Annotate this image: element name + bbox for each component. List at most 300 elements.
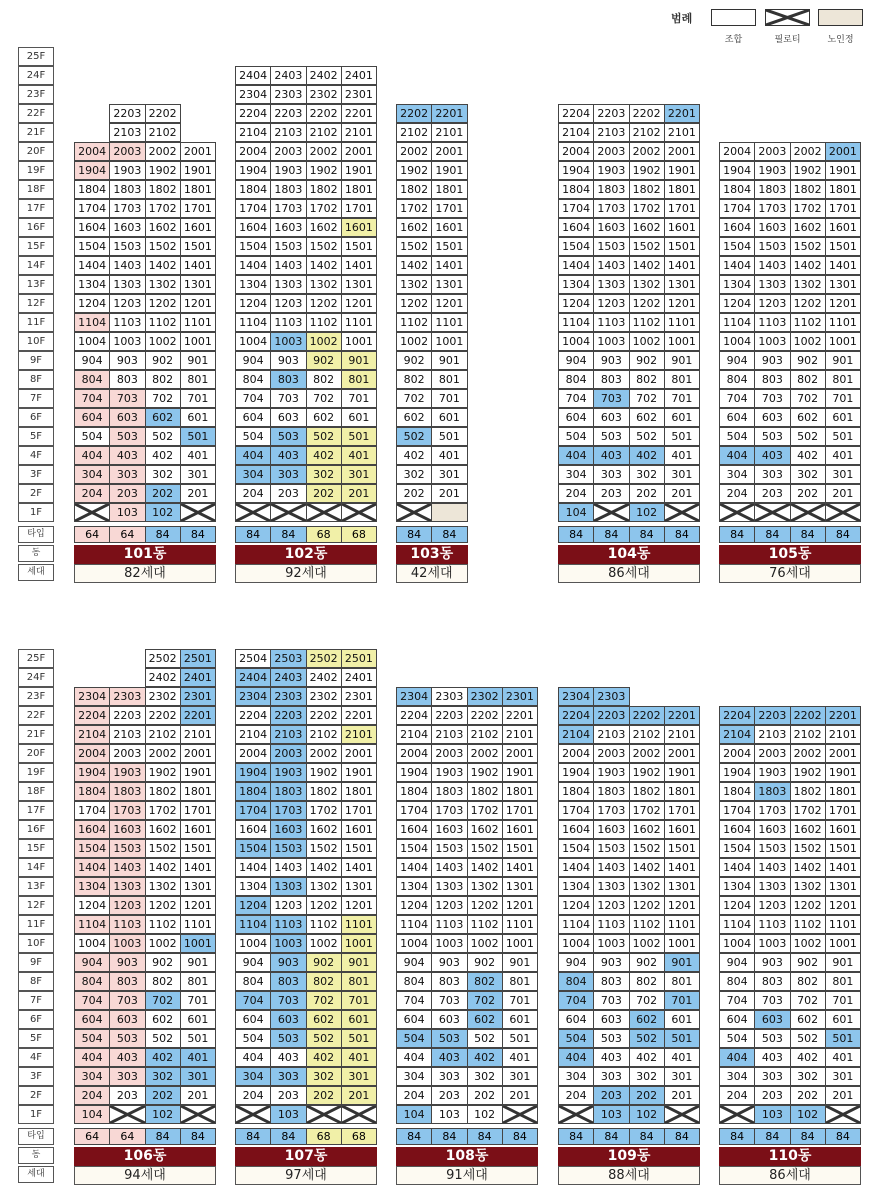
unit-cell[interactable]: 1404 bbox=[74, 858, 110, 877]
unit-cell[interactable]: 502 bbox=[629, 1029, 665, 1048]
unit-cell[interactable]: 703 bbox=[270, 991, 306, 1010]
unit-cell[interactable]: 1601 bbox=[664, 218, 700, 237]
unit-cell[interactable]: 1604 bbox=[558, 218, 594, 237]
unit-cell[interactable]: 1504 bbox=[235, 237, 271, 256]
unit-cell[interactable]: 504 bbox=[719, 427, 755, 446]
unit-cell[interactable]: 2002 bbox=[145, 744, 181, 763]
unit-cell[interactable]: 602 bbox=[790, 1010, 826, 1029]
unit-cell[interactable]: 1804 bbox=[719, 782, 755, 801]
unit-cell[interactable]: 2404 bbox=[235, 66, 271, 85]
unit-cell[interactable]: 703 bbox=[431, 991, 467, 1010]
unit-cell[interactable]: 1004 bbox=[558, 934, 594, 953]
unit-cell[interactable]: 2204 bbox=[235, 104, 271, 123]
unit-cell[interactable]: 1801 bbox=[664, 782, 700, 801]
unit-cell[interactable]: 1702 bbox=[467, 801, 503, 820]
unit-cell[interactable]: 903 bbox=[431, 953, 467, 972]
unit-cell[interactable]: 1604 bbox=[74, 820, 110, 839]
unit-cell[interactable]: 2004 bbox=[558, 142, 594, 161]
unit-cell[interactable]: 204 bbox=[558, 1086, 594, 1105]
unit-cell[interactable]: 1704 bbox=[396, 801, 432, 820]
unit-cell[interactable]: 704 bbox=[558, 389, 594, 408]
unit-cell[interactable]: 1604 bbox=[719, 820, 755, 839]
unit-cell[interactable]: 1903 bbox=[270, 161, 306, 180]
unit-cell[interactable]: 1103 bbox=[270, 915, 306, 934]
unit-cell[interactable]: 304 bbox=[74, 465, 110, 484]
unit-cell[interactable]: 504 bbox=[235, 427, 271, 446]
unit-cell[interactable]: 603 bbox=[754, 1010, 790, 1029]
unit-cell[interactable]: 304 bbox=[235, 1067, 271, 1086]
unit-cell[interactable]: 2002 bbox=[306, 744, 342, 763]
unit-cell[interactable]: 1803 bbox=[431, 782, 467, 801]
unit-cell[interactable]: 2102 bbox=[790, 725, 826, 744]
unit-cell[interactable]: 402 bbox=[790, 446, 826, 465]
unit-cell[interactable]: 1602 bbox=[306, 820, 342, 839]
unit-cell[interactable]: 1003 bbox=[754, 332, 790, 351]
unit-cell[interactable]: 1804 bbox=[719, 180, 755, 199]
piloti-cell[interactable] bbox=[341, 503, 377, 522]
unit-cell[interactable]: 2104 bbox=[396, 725, 432, 744]
unit-cell[interactable]: 1001 bbox=[341, 332, 377, 351]
unit-cell[interactable]: 901 bbox=[341, 953, 377, 972]
piloti-cell[interactable] bbox=[593, 503, 629, 522]
unit-cell[interactable]: 2204 bbox=[396, 706, 432, 725]
unit-cell[interactable]: 102 bbox=[145, 1105, 181, 1124]
unit-cell[interactable]: 201 bbox=[180, 484, 216, 503]
unit-cell[interactable]: 1801 bbox=[502, 782, 538, 801]
unit-cell[interactable]: 802 bbox=[629, 370, 665, 389]
unit-cell[interactable]: 503 bbox=[270, 427, 306, 446]
unit-cell[interactable]: 1903 bbox=[593, 763, 629, 782]
unit-cell[interactable]: 1502 bbox=[790, 237, 826, 256]
unit-cell[interactable]: 2002 bbox=[790, 142, 826, 161]
unit-cell[interactable]: 2103 bbox=[754, 725, 790, 744]
unit-cell[interactable]: 1401 bbox=[825, 858, 861, 877]
unit-cell[interactable]: 1602 bbox=[629, 218, 665, 237]
unit-cell[interactable]: 2202 bbox=[629, 706, 665, 725]
unit-cell[interactable]: 201 bbox=[431, 484, 467, 503]
unit-cell[interactable]: 903 bbox=[754, 953, 790, 972]
unit-cell[interactable]: 1303 bbox=[109, 275, 145, 294]
unit-cell[interactable]: 1703 bbox=[270, 199, 306, 218]
unit-cell[interactable]: 403 bbox=[270, 1048, 306, 1067]
unit-cell[interactable]: 1803 bbox=[593, 782, 629, 801]
unit-cell[interactable]: 603 bbox=[754, 408, 790, 427]
unit-cell[interactable]: 1303 bbox=[270, 877, 306, 896]
unit-cell[interactable]: 1504 bbox=[74, 839, 110, 858]
piloti-cell[interactable] bbox=[754, 503, 790, 522]
unit-cell[interactable]: 1904 bbox=[235, 763, 271, 782]
unit-cell[interactable]: 1102 bbox=[467, 915, 503, 934]
unit-cell[interactable]: 1704 bbox=[74, 199, 110, 218]
unit-cell[interactable]: 303 bbox=[109, 465, 145, 484]
unit-cell[interactable]: 1602 bbox=[145, 218, 181, 237]
unit-cell[interactable]: 1703 bbox=[109, 801, 145, 820]
unit-cell[interactable]: 1702 bbox=[306, 199, 342, 218]
unit-cell[interactable]: 1201 bbox=[502, 896, 538, 915]
unit-cell[interactable]: 203 bbox=[754, 1086, 790, 1105]
unit-cell[interactable]: 1404 bbox=[558, 858, 594, 877]
unit-cell[interactable]: 201 bbox=[664, 1086, 700, 1105]
unit-cell[interactable]: 1002 bbox=[790, 934, 826, 953]
unit-cell[interactable]: 404 bbox=[558, 446, 594, 465]
piloti-cell[interactable] bbox=[235, 503, 271, 522]
unit-cell[interactable]: 2103 bbox=[109, 725, 145, 744]
unit-cell[interactable]: 401 bbox=[180, 446, 216, 465]
unit-cell[interactable]: 1504 bbox=[558, 839, 594, 858]
unit-cell[interactable]: 904 bbox=[558, 351, 594, 370]
unit-cell[interactable]: 602 bbox=[467, 1010, 503, 1029]
unit-cell[interactable]: 2503 bbox=[270, 649, 306, 668]
unit-cell[interactable]: 701 bbox=[825, 991, 861, 1010]
unit-cell[interactable]: 401 bbox=[664, 1048, 700, 1067]
unit-cell[interactable]: 601 bbox=[180, 1010, 216, 1029]
unit-cell[interactable]: 1302 bbox=[306, 877, 342, 896]
unit-cell[interactable]: 2401 bbox=[180, 668, 216, 687]
unit-cell[interactable]: 403 bbox=[593, 1048, 629, 1067]
unit-cell[interactable]: 703 bbox=[593, 389, 629, 408]
unit-cell[interactable]: 1902 bbox=[145, 763, 181, 782]
unit-cell[interactable]: 604 bbox=[74, 1010, 110, 1029]
unit-cell[interactable]: 2001 bbox=[664, 142, 700, 161]
unit-cell[interactable]: 1303 bbox=[431, 877, 467, 896]
unit-cell[interactable]: 901 bbox=[341, 351, 377, 370]
unit-cell[interactable]: 201 bbox=[341, 484, 377, 503]
unit-cell[interactable]: 1202 bbox=[790, 896, 826, 915]
unit-cell[interactable]: 2004 bbox=[396, 744, 432, 763]
unit-cell[interactable]: 2502 bbox=[306, 649, 342, 668]
unit-cell[interactable]: 302 bbox=[145, 465, 181, 484]
unit-cell[interactable]: 1403 bbox=[431, 858, 467, 877]
unit-cell[interactable]: 2201 bbox=[825, 706, 861, 725]
unit-cell[interactable]: 1302 bbox=[629, 877, 665, 896]
unit-cell[interactable]: 204 bbox=[235, 484, 271, 503]
unit-cell[interactable]: 1302 bbox=[306, 275, 342, 294]
unit-cell[interactable]: 202 bbox=[467, 1086, 503, 1105]
unit-cell[interactable]: 2001 bbox=[431, 142, 467, 161]
unit-cell[interactable]: 2003 bbox=[109, 744, 145, 763]
unit-cell[interactable]: 803 bbox=[754, 972, 790, 991]
unit-cell[interactable]: 1904 bbox=[558, 161, 594, 180]
unit-cell[interactable]: 203 bbox=[593, 484, 629, 503]
piloti-cell[interactable] bbox=[180, 503, 216, 522]
unit-cell[interactable]: 202 bbox=[145, 1086, 181, 1105]
unit-cell[interactable]: 602 bbox=[629, 1010, 665, 1029]
unit-cell[interactable]: 1702 bbox=[306, 801, 342, 820]
unit-cell[interactable]: 401 bbox=[502, 1048, 538, 1067]
unit-cell[interactable]: 702 bbox=[306, 991, 342, 1010]
unit-cell[interactable]: 1501 bbox=[664, 839, 700, 858]
unit-cell[interactable]: 702 bbox=[790, 991, 826, 1010]
unit-cell[interactable]: 601 bbox=[664, 408, 700, 427]
unit-cell[interactable]: 803 bbox=[109, 370, 145, 389]
unit-cell[interactable]: 103 bbox=[270, 1105, 306, 1124]
unit-cell[interactable]: 302 bbox=[145, 1067, 181, 1086]
unit-cell[interactable]: 1803 bbox=[270, 180, 306, 199]
unit-cell[interactable]: 501 bbox=[180, 427, 216, 446]
unit-cell[interactable]: 1601 bbox=[341, 218, 377, 237]
unit-cell[interactable]: 703 bbox=[754, 991, 790, 1010]
unit-cell[interactable]: 1403 bbox=[270, 256, 306, 275]
unit-cell[interactable]: 1203 bbox=[431, 896, 467, 915]
unit-cell[interactable]: 903 bbox=[754, 351, 790, 370]
unit-cell[interactable]: 1604 bbox=[235, 820, 271, 839]
unit-cell[interactable]: 1201 bbox=[431, 294, 467, 313]
unit-cell[interactable]: 2501 bbox=[341, 649, 377, 668]
unit-cell[interactable]: 2201 bbox=[180, 706, 216, 725]
unit-cell[interactable]: 404 bbox=[74, 446, 110, 465]
unit-cell[interactable]: 103 bbox=[431, 1105, 467, 1124]
unit-cell[interactable]: 2302 bbox=[306, 85, 342, 104]
unit-cell[interactable]: 1603 bbox=[431, 820, 467, 839]
unit-cell[interactable]: 2101 bbox=[431, 123, 467, 142]
unit-cell[interactable]: 802 bbox=[629, 972, 665, 991]
unit-cell[interactable]: 1603 bbox=[109, 820, 145, 839]
unit-cell[interactable]: 2003 bbox=[593, 142, 629, 161]
unit-cell[interactable]: 901 bbox=[664, 953, 700, 972]
unit-cell[interactable]: 1003 bbox=[593, 934, 629, 953]
unit-cell[interactable]: 1804 bbox=[235, 782, 271, 801]
unit-cell[interactable]: 1204 bbox=[235, 896, 271, 915]
unit-cell[interactable]: 1904 bbox=[719, 763, 755, 782]
unit-cell[interactable]: 1302 bbox=[790, 877, 826, 896]
unit-cell[interactable]: 1401 bbox=[180, 858, 216, 877]
unit-cell[interactable]: 702 bbox=[467, 991, 503, 1010]
unit-cell[interactable]: 403 bbox=[754, 1048, 790, 1067]
unit-cell[interactable]: 2501 bbox=[180, 649, 216, 668]
unit-cell[interactable]: 1502 bbox=[629, 237, 665, 256]
unit-cell[interactable]: 702 bbox=[629, 991, 665, 1010]
unit-cell[interactable]: 1201 bbox=[341, 896, 377, 915]
unit-cell[interactable]: 1003 bbox=[109, 934, 145, 953]
unit-cell[interactable]: 403 bbox=[754, 446, 790, 465]
unit-cell[interactable]: 1502 bbox=[306, 839, 342, 858]
unit-cell[interactable]: 304 bbox=[558, 1067, 594, 1086]
unit-cell[interactable]: 404 bbox=[719, 446, 755, 465]
unit-cell[interactable]: 504 bbox=[235, 1029, 271, 1048]
unit-cell[interactable]: 2304 bbox=[396, 687, 432, 706]
unit-cell[interactable]: 1602 bbox=[629, 820, 665, 839]
unit-cell[interactable]: 203 bbox=[593, 1086, 629, 1105]
unit-cell[interactable]: 402 bbox=[145, 1048, 181, 1067]
unit-cell[interactable]: 1402 bbox=[145, 256, 181, 275]
unit-cell[interactable]: 1104 bbox=[235, 313, 271, 332]
unit-cell[interactable]: 1202 bbox=[790, 294, 826, 313]
unit-cell[interactable]: 2504 bbox=[235, 649, 271, 668]
unit-cell[interactable]: 1901 bbox=[825, 161, 861, 180]
unit-cell[interactable]: 1504 bbox=[396, 839, 432, 858]
unit-cell[interactable]: 802 bbox=[145, 972, 181, 991]
unit-cell[interactable]: 1601 bbox=[825, 218, 861, 237]
unit-cell[interactable]: 803 bbox=[593, 972, 629, 991]
unit-cell[interactable]: 1701 bbox=[341, 801, 377, 820]
unit-cell[interactable]: 1103 bbox=[593, 915, 629, 934]
unit-cell[interactable]: 2003 bbox=[754, 744, 790, 763]
unit-cell[interactable]: 1602 bbox=[145, 820, 181, 839]
unit-cell[interactable]: 1503 bbox=[754, 237, 790, 256]
unit-cell[interactable]: 1604 bbox=[719, 218, 755, 237]
unit-cell[interactable]: 402 bbox=[629, 1048, 665, 1067]
unit-cell[interactable]: 1301 bbox=[431, 275, 467, 294]
unit-cell[interactable]: 1603 bbox=[270, 218, 306, 237]
unit-cell[interactable]: 501 bbox=[664, 427, 700, 446]
unit-cell[interactable]: 103 bbox=[109, 503, 145, 522]
unit-cell[interactable]: 1502 bbox=[467, 839, 503, 858]
unit-cell[interactable]: 1402 bbox=[306, 858, 342, 877]
unit-cell[interactable]: 203 bbox=[109, 484, 145, 503]
unit-cell[interactable]: 2002 bbox=[306, 142, 342, 161]
unit-cell[interactable]: 1104 bbox=[235, 915, 271, 934]
unit-cell[interactable]: 502 bbox=[629, 427, 665, 446]
unit-cell[interactable]: 1204 bbox=[74, 896, 110, 915]
unit-cell[interactable]: 1001 bbox=[180, 934, 216, 953]
unit-cell[interactable]: 302 bbox=[306, 1067, 342, 1086]
unit-cell[interactable]: 402 bbox=[396, 446, 432, 465]
unit-cell[interactable]: 1904 bbox=[719, 161, 755, 180]
unit-cell[interactable]: 2401 bbox=[341, 668, 377, 687]
unit-cell[interactable]: 704 bbox=[719, 389, 755, 408]
unit-cell[interactable]: 1302 bbox=[145, 275, 181, 294]
unit-cell[interactable]: 801 bbox=[341, 370, 377, 389]
unit-cell[interactable]: 1604 bbox=[235, 218, 271, 237]
unit-cell[interactable]: 1403 bbox=[754, 256, 790, 275]
unit-cell[interactable]: 1904 bbox=[235, 161, 271, 180]
unit-cell[interactable]: 1702 bbox=[145, 801, 181, 820]
unit-cell[interactable]: 1903 bbox=[593, 161, 629, 180]
unit-cell[interactable]: 1102 bbox=[790, 313, 826, 332]
unit-cell[interactable]: 703 bbox=[270, 389, 306, 408]
unit-cell[interactable]: 1204 bbox=[558, 294, 594, 313]
unit-cell[interactable]: 1302 bbox=[629, 275, 665, 294]
unit-cell[interactable]: 501 bbox=[664, 1029, 700, 1048]
unit-cell[interactable]: 1602 bbox=[790, 218, 826, 237]
unit-cell[interactable]: 504 bbox=[74, 427, 110, 446]
unit-cell[interactable]: 604 bbox=[74, 408, 110, 427]
unit-cell[interactable]: 804 bbox=[719, 972, 755, 991]
unit-cell[interactable]: 503 bbox=[431, 1029, 467, 1048]
unit-cell[interactable]: 2004 bbox=[719, 142, 755, 161]
unit-cell[interactable]: 901 bbox=[431, 351, 467, 370]
unit-cell[interactable]: 801 bbox=[664, 972, 700, 991]
unit-cell[interactable]: 704 bbox=[235, 389, 271, 408]
unit-cell[interactable]: 1001 bbox=[825, 332, 861, 351]
unit-cell[interactable]: 502 bbox=[145, 1029, 181, 1048]
unit-cell[interactable]: 404 bbox=[558, 1048, 594, 1067]
unit-cell[interactable]: 1602 bbox=[790, 820, 826, 839]
unit-cell[interactable]: 703 bbox=[109, 389, 145, 408]
unit-cell[interactable]: 2204 bbox=[558, 104, 594, 123]
unit-cell[interactable]: 801 bbox=[180, 972, 216, 991]
piloti-cell[interactable] bbox=[235, 1105, 271, 1124]
unit-cell[interactable]: 301 bbox=[502, 1067, 538, 1086]
unit-cell[interactable]: 403 bbox=[593, 446, 629, 465]
unit-cell[interactable]: 1703 bbox=[593, 199, 629, 218]
unit-cell[interactable]: 2101 bbox=[664, 725, 700, 744]
unit-cell[interactable]: 301 bbox=[664, 465, 700, 484]
unit-cell[interactable]: 203 bbox=[109, 1086, 145, 1105]
unit-cell[interactable]: 903 bbox=[270, 953, 306, 972]
unit-cell[interactable]: 403 bbox=[270, 446, 306, 465]
unit-cell[interactable]: 1403 bbox=[270, 858, 306, 877]
unit-cell[interactable]: 302 bbox=[790, 465, 826, 484]
unit-cell[interactable]: 1904 bbox=[396, 763, 432, 782]
unit-cell[interactable]: 1501 bbox=[825, 237, 861, 256]
unit-cell[interactable]: 902 bbox=[467, 953, 503, 972]
unit-cell[interactable]: 602 bbox=[306, 1010, 342, 1029]
unit-cell[interactable]: 1102 bbox=[145, 915, 181, 934]
unit-cell[interactable]: 803 bbox=[109, 972, 145, 991]
unit-cell[interactable]: 1401 bbox=[502, 858, 538, 877]
unit-cell[interactable]: 2303 bbox=[270, 85, 306, 104]
unit-cell[interactable]: 804 bbox=[235, 972, 271, 991]
unit-cell[interactable]: 1804 bbox=[74, 782, 110, 801]
unit-cell[interactable]: 601 bbox=[825, 1010, 861, 1029]
unit-cell[interactable]: 1103 bbox=[754, 313, 790, 332]
unit-cell[interactable]: 1701 bbox=[664, 801, 700, 820]
unit-cell[interactable]: 1201 bbox=[825, 294, 861, 313]
unit-cell[interactable]: 2001 bbox=[341, 142, 377, 161]
unit-cell[interactable]: 1702 bbox=[629, 801, 665, 820]
unit-cell[interactable]: 1003 bbox=[431, 934, 467, 953]
unit-cell[interactable]: 303 bbox=[593, 1067, 629, 1086]
unit-cell[interactable]: 601 bbox=[180, 408, 216, 427]
unit-cell[interactable]: 2202 bbox=[306, 104, 342, 123]
unit-cell[interactable]: 604 bbox=[558, 1010, 594, 1029]
unit-cell[interactable]: 1103 bbox=[754, 915, 790, 934]
unit-cell[interactable]: 1001 bbox=[341, 934, 377, 953]
unit-cell[interactable]: 102 bbox=[467, 1105, 503, 1124]
unit-cell[interactable]: 904 bbox=[74, 351, 110, 370]
unit-cell[interactable]: 801 bbox=[431, 370, 467, 389]
unit-cell[interactable]: 604 bbox=[558, 408, 594, 427]
unit-cell[interactable]: 903 bbox=[109, 953, 145, 972]
unit-cell[interactable]: 2302 bbox=[467, 687, 503, 706]
unit-cell[interactable]: 801 bbox=[180, 370, 216, 389]
unit-cell[interactable]: 804 bbox=[74, 972, 110, 991]
unit-cell[interactable]: 1301 bbox=[502, 877, 538, 896]
unit-cell[interactable]: 601 bbox=[341, 408, 377, 427]
unit-cell[interactable]: 204 bbox=[719, 1086, 755, 1105]
unit-cell[interactable]: 704 bbox=[74, 991, 110, 1010]
unit-cell[interactable]: 704 bbox=[719, 991, 755, 1010]
unit-cell[interactable]: 2103 bbox=[270, 725, 306, 744]
unit-cell[interactable]: 2001 bbox=[825, 744, 861, 763]
unit-cell[interactable]: 1402 bbox=[629, 858, 665, 877]
unit-cell[interactable]: 1101 bbox=[341, 915, 377, 934]
unit-cell[interactable]: 1804 bbox=[235, 180, 271, 199]
unit-cell[interactable]: 702 bbox=[629, 389, 665, 408]
unit-cell[interactable]: 203 bbox=[754, 484, 790, 503]
unit-cell[interactable]: 1403 bbox=[593, 858, 629, 877]
unit-cell[interactable]: 304 bbox=[719, 465, 755, 484]
unit-cell[interactable]: 1303 bbox=[754, 877, 790, 896]
unit-cell[interactable]: 1704 bbox=[74, 801, 110, 820]
unit-cell[interactable]: 2104 bbox=[558, 725, 594, 744]
unit-cell[interactable]: 1002 bbox=[396, 332, 432, 351]
unit-cell[interactable]: 1404 bbox=[719, 858, 755, 877]
unit-cell[interactable]: 2103 bbox=[109, 123, 145, 142]
unit-cell[interactable]: 201 bbox=[502, 1086, 538, 1105]
unit-cell[interactable]: 102 bbox=[790, 1105, 826, 1124]
unit-cell[interactable]: 1703 bbox=[431, 801, 467, 820]
unit-cell[interactable]: 1902 bbox=[790, 763, 826, 782]
unit-cell[interactable]: 1002 bbox=[629, 332, 665, 351]
unit-cell[interactable]: 1503 bbox=[754, 839, 790, 858]
unit-cell[interactable]: 801 bbox=[341, 972, 377, 991]
unit-cell[interactable]: 601 bbox=[431, 408, 467, 427]
unit-cell[interactable]: 2103 bbox=[593, 123, 629, 142]
unit-cell[interactable]: 1704 bbox=[719, 801, 755, 820]
piloti-cell[interactable] bbox=[558, 1105, 594, 1124]
